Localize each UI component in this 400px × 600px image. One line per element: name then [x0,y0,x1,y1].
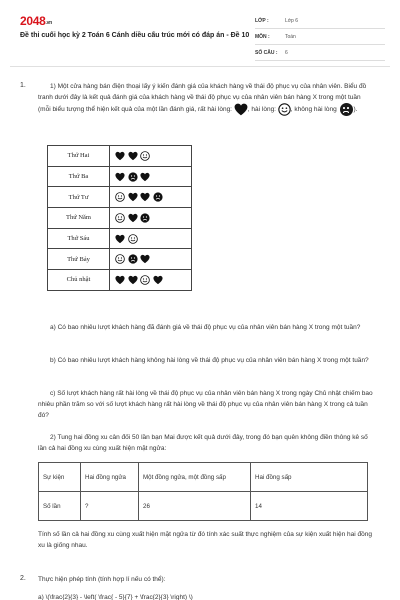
day-label: Thứ Tư [48,187,110,208]
heart-icon [128,275,138,285]
meta-row-subject [255,29,385,45]
coin-table [38,462,368,521]
sad-icon [153,192,163,202]
day-label: Thứ Hai [48,146,110,167]
meta-label: LỚP : [255,17,269,24]
smile-icon [140,151,150,161]
table-row [39,492,368,521]
day-icons [110,166,192,187]
table-cell: ? [81,492,139,521]
heart-icon [128,213,138,223]
heart-icon [115,275,125,285]
intro-text: ). [353,106,358,114]
heart-icon [128,151,138,161]
day-label: Chủ nhật [48,270,110,291]
part2-intro [38,432,373,454]
question-2-formula: a) \(\frac{2}{3} - \left( \frac{ - 5}{7} + \frac{2}{3} \right) \) [38,594,193,600]
smile-icon [115,213,125,223]
table-row [48,187,192,208]
meta-row-class [255,13,385,29]
question-c-text: c) Số lượt khách hàng rất hài lòng về thái độ phục vụ của nhân viên bán hàng X trong ngày Chủ nhật chiếm bao nhiêu phần trăm so với số lượt khách hàng rất hài lòng về thái độ phục vụ của nhân viên bán hàng X trong cả tuần đó? [38,390,373,419]
day-icons [110,249,192,270]
heart-icon [140,192,150,202]
intro-text: , hài lòng: [247,106,276,114]
question-a-text: a) Có bao nhiêu lượt khách hàng đã đánh giá về thái độ phục vụ của nhân viên bán hàng X trong một tuần? [50,324,361,331]
table-cell: 26 [139,492,251,521]
logo-suffix: .vn [45,20,52,26]
day-icons [110,228,192,249]
heart-icon [234,103,248,116]
meta-label: MÔN : [255,33,270,40]
question-a [38,322,373,333]
question-c [38,388,373,421]
part2-question: Tính số lần cả hai đồng xu cùng xuất hiện mặt ngửa từ đó tính xác suất thực nghiệm của sự kiện xuất hiện hai đồng xu là giống nhau. [38,531,372,549]
heart-icon [128,192,138,202]
question-intro [38,81,373,116]
meta-value: 6 [285,49,288,56]
day-label: Thứ Bảy [48,249,110,270]
smile-icon [115,192,125,202]
question-b [38,355,373,366]
table-row [48,249,192,270]
intro-text: , không hài lòng [290,106,337,114]
day-icons [110,146,192,167]
table-header-cell: Hai đồng sấp [251,463,368,492]
day-icons [110,208,192,229]
table-row [48,228,192,249]
day-icons [110,270,192,291]
smile-icon [128,234,138,244]
meta-value: Toán [285,33,296,40]
day-label: Thứ Ba [48,166,110,187]
table-row [48,146,192,167]
sad-icon [128,172,138,182]
meta-row-count [255,45,385,61]
intro-text: 1) Một cửa hàng bán điện thoại lấy ý kiến đánh giá của khách hàng về thái độ phục vụ của nhân viên. Biểu đồ tranh dưới đây là kết quả đánh giá của khách hàng về thái độ phục vụ của nhân viên bán hàng X trong một tuần (mỗi biểu tượng thể hiện kết quả của một lần đánh giá, rất hài lòng: [38,83,367,114]
smile-icon [140,275,150,285]
table-cell: Số lần [39,492,81,521]
pictograph-table [47,145,192,291]
heart-icon [153,275,163,285]
day-label: Thứ Sáu [48,228,110,249]
question-number: 1. [20,82,26,89]
site-logo[interactable] [20,14,52,28]
document-header [0,0,400,66]
heart-icon [140,172,150,182]
part2-intro-text: 2) Tung hai đồng xu cân đối 50 lần bạn Mai được kết quả dưới đây, trong đó bạn quên không điền thông kê số lần cả hai đồng xu cùng xuất hiện mặt ngửa: [38,434,368,452]
meta-info [255,13,385,61]
day-icons [110,187,192,208]
question-number: 2. [20,575,26,582]
heart-icon [115,151,125,161]
heart-icon [115,172,125,182]
smile-icon [278,103,291,116]
heart-icon [140,254,150,264]
smile-icon [115,254,125,264]
question-2-text: Thực hiện phép tính (tính hợp lí nếu có thể): [38,576,166,583]
table-row [48,270,192,291]
table-header-cell: Sự kiện [39,463,81,492]
heart-icon [115,234,125,244]
table-row [48,166,192,187]
table-header-cell: Một đồng ngửa, một đồng sấp [139,463,251,492]
sad-icon [340,103,353,116]
table-cell: 14 [251,492,368,521]
question-b-text: b) Có bao nhiêu lượt khách hàng không hài lòng về thái độ phục vụ của nhân viên bán hàng X trong một tuần? [50,357,369,364]
table-header-cell: Hai đồng ngửa [81,463,139,492]
sad-icon [140,213,150,223]
sad-icon [128,254,138,264]
day-label: Thứ Năm [48,208,110,229]
document-title: Đề thi cuối học kỳ 2 Toán 6 Cánh diều cấu trúc mới có đáp án - Đề 10 [20,32,250,39]
table-row [48,208,192,229]
table-row [39,463,368,492]
header-divider [10,66,390,67]
logo-text: 2048 [20,14,46,28]
meta-value: Lớp 6 [285,17,299,24]
meta-label: SỐ CÂU : [255,49,278,56]
